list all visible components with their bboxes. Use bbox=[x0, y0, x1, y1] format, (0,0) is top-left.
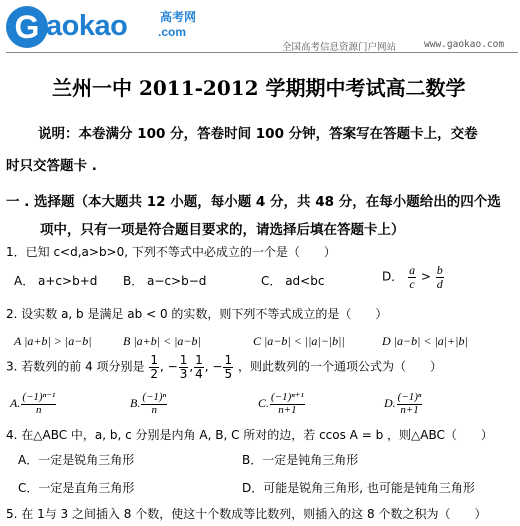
q5-stem: 5. 在 1与 3 之间插入 8 个数，使这十个数成等比数列，则插入的这 8 个数之积为（ ） bbox=[6, 507, 487, 521]
q3-term-3-num: 1 bbox=[195, 353, 203, 367]
instructions-line1: 说明：本卷满分 100 分，答卷时间 100 分钟，答案写在答题卡上，交卷 bbox=[38, 126, 478, 142]
q3-stem-post: ，则此数列的一个通项公式为（ ） bbox=[237, 359, 442, 374]
q3-option-d-den: n+1 bbox=[400, 403, 419, 416]
q3-term-2-den: 3 bbox=[179, 366, 188, 381]
q3-option-a-frac bbox=[21, 392, 56, 416]
q3-option-c-label: C. bbox=[258, 395, 270, 410]
q3-term-1-den: 2 bbox=[150, 366, 158, 381]
header-tagline: 全国高考信息资源门户网站 bbox=[282, 42, 397, 53]
logo-wordmark: aokao bbox=[46, 10, 128, 42]
q3-stem-pre: 3. 若数列的前 4 项分别是 bbox=[6, 359, 145, 374]
q3-option-d-label: D. bbox=[384, 395, 396, 410]
q3-term-4 bbox=[223, 354, 233, 380]
q3-stem bbox=[6, 354, 442, 380]
q3-term-4-num: 1 bbox=[224, 353, 233, 367]
q3-option-b-label: B. bbox=[130, 395, 141, 410]
q1-d-left-den: c bbox=[409, 276, 415, 291]
q3-option-a-label: A. bbox=[10, 395, 21, 410]
q4-option-a: A．一定是锐角三角形 bbox=[18, 453, 135, 467]
q3-option-c-num: (−1)ⁿ⁺¹ bbox=[271, 391, 304, 403]
q1-stem: 1．已知 c<d,a>b>0, 下列不等式中必成立的一个是（ ） bbox=[6, 245, 336, 259]
q1-option-c: C． ad<bc bbox=[261, 274, 325, 288]
q1-d-left-num: a bbox=[409, 263, 416, 277]
instructions-line2: 时只交答题卡 . bbox=[6, 158, 97, 174]
q2-option-b: B |a+b| < |a−b| bbox=[123, 334, 201, 348]
q3-term-2-num: 1 bbox=[179, 353, 188, 367]
q3-option-b-den: n bbox=[151, 403, 157, 416]
section-heading-line2: 项中，只有一项是符合题目要求的，请选择后填在答题卡上） bbox=[40, 222, 405, 238]
q1-option-d-frac-right bbox=[436, 264, 444, 290]
header-divider bbox=[6, 52, 518, 53]
q2-option-c: C |a−b| < ||a|−|b|| bbox=[253, 334, 345, 348]
q3-option-b bbox=[130, 392, 168, 416]
q1-option-a: A． a+c>b+d bbox=[14, 274, 98, 288]
q3-option-b-frac bbox=[141, 392, 167, 416]
page-title: 兰州一中 2011-2012 学期期中考试高二数学 bbox=[52, 76, 466, 100]
q4-option-d: D．可能是锐角三角形, 也可能是钝角三角形 bbox=[242, 481, 475, 495]
q3-option-a-den: n bbox=[36, 403, 42, 416]
q3-option-d-frac bbox=[397, 392, 423, 416]
q3-sep-1: , − bbox=[160, 359, 178, 374]
q3-option-c-frac bbox=[270, 392, 305, 416]
q1-option-b: B． a−c>b−d bbox=[123, 274, 207, 288]
q1-option-d bbox=[382, 264, 445, 290]
q1-option-d-frac-left bbox=[408, 264, 416, 290]
q3-sep-2: , bbox=[189, 359, 194, 374]
q3-term-1 bbox=[149, 354, 159, 380]
q3-term-3-den: 4 bbox=[195, 366, 203, 381]
q1-option-d-label: D． bbox=[382, 269, 404, 284]
q1-d-gt: > bbox=[420, 269, 431, 284]
q2-stem: 2. 设实数 a, b 是满足 ab < 0 的实数，则下列不等式成立的是（ ） bbox=[6, 307, 388, 321]
logo-domain: .com bbox=[158, 25, 187, 39]
q3-term-1-num: 1 bbox=[150, 353, 158, 367]
q1-d-right-den: d bbox=[436, 276, 443, 291]
q3-option-d bbox=[384, 392, 423, 416]
q3-term-2 bbox=[179, 354, 189, 380]
q3-option-b-num: (−1)ⁿ bbox=[142, 391, 167, 403]
q3-option-a bbox=[10, 392, 57, 416]
section-heading-line1: 一 . 选择题（本大题共 12 小题，每小题 4 分，共 48 分，在每小题给出的四个选 bbox=[6, 194, 501, 210]
q4-option-b: B．一定是钝角三角形 bbox=[242, 453, 359, 467]
q2-option-a: A |a+b| > |a−b| bbox=[14, 334, 92, 348]
q2-option-d: D |a−b| < |a|+|b| bbox=[382, 334, 468, 348]
q3-term-4-den: 5 bbox=[224, 366, 233, 381]
q3-option-c-den: n+1 bbox=[278, 403, 297, 416]
q3-option-c bbox=[258, 392, 306, 416]
logo-letter: G bbox=[6, 6, 48, 48]
q1-d-right-num: b bbox=[436, 263, 443, 277]
logo-chinese: 高考网 bbox=[160, 10, 197, 24]
q4-option-c: C．一定是直角三角形 bbox=[18, 481, 135, 495]
q3-sep-3: , − bbox=[204, 359, 223, 374]
q3-term-3 bbox=[194, 354, 204, 380]
q4-stem: 4. 在△ABC 中，a, b, c 分别是内角 A, B, C 所对的边，若 ccos A = b ，则△ABC（ ） bbox=[6, 428, 493, 442]
header-url: www.gaokao.com bbox=[424, 39, 505, 50]
q3-option-d-num: (−1)ⁿ bbox=[397, 391, 422, 403]
q3-option-a-num: (−1)ⁿ⁻¹ bbox=[22, 391, 56, 403]
